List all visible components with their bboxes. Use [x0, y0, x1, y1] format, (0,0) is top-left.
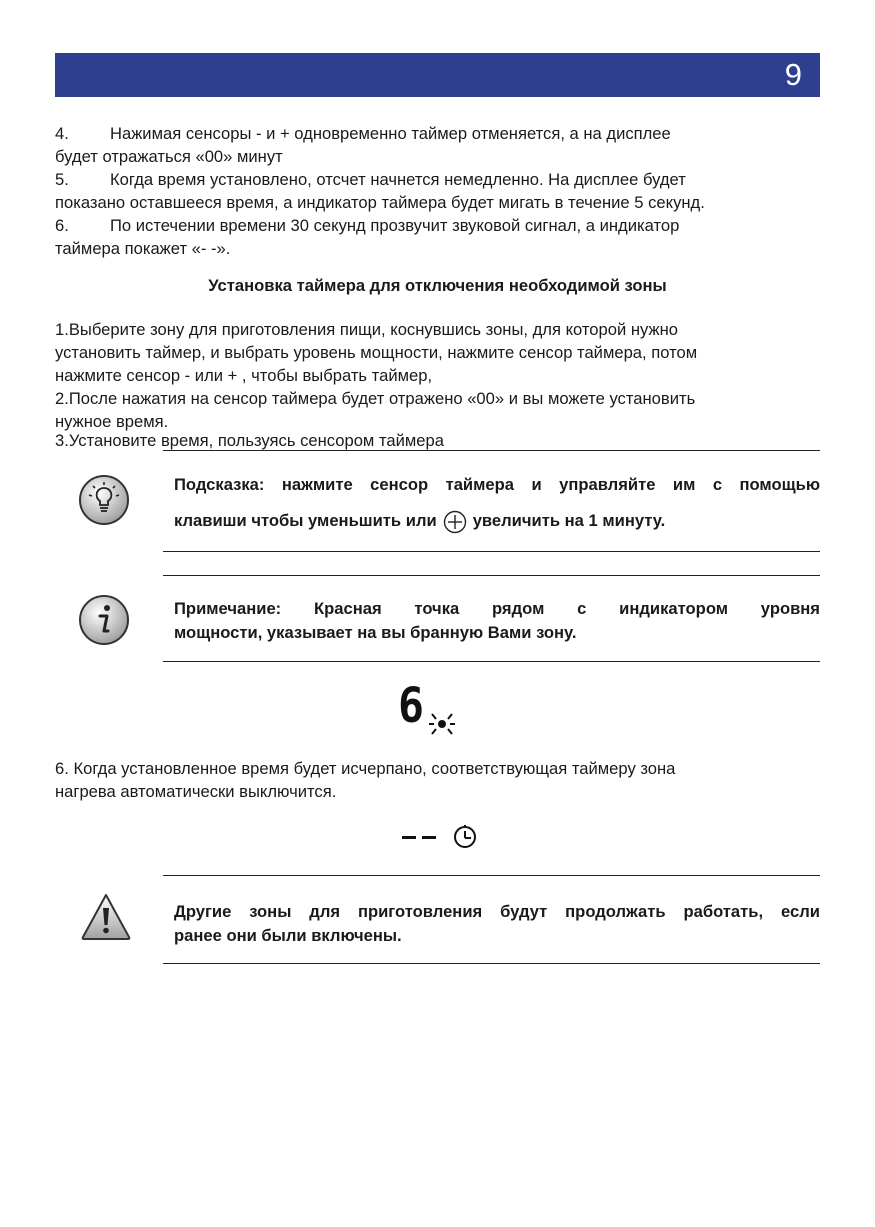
timer-dash: [422, 836, 436, 839]
list-item-6: 6. По истечении времени 30 секунд прозвучит звуковой сигнал, а индикатор: [55, 216, 680, 235]
step-line-6: 3.Установите время, пользуясь сенсором таймера: [55, 431, 444, 450]
divider: [163, 575, 820, 576]
page-number: 9: [784, 57, 802, 92]
timer-dash: [402, 836, 416, 839]
step-line-3: нажмите сенсор - или + , чтобы выбрать таймер,: [55, 366, 433, 385]
divider: [163, 661, 820, 662]
power-level-display: [398, 678, 464, 748]
warning-icon: [80, 892, 132, 942]
lightbulb-icon: [78, 474, 130, 526]
info-icon: [78, 594, 130, 646]
list-item-4-cont: будет отражаться «00» минут: [55, 147, 283, 166]
page-header-bar: [55, 53, 820, 97]
divider: [163, 551, 820, 552]
divider: [163, 875, 820, 876]
blinking-dot-icon: [424, 708, 464, 742]
list-item-4: 4. Нажимая сенсоры - и + одновременно таймер отменяется, а на дисплее: [55, 124, 671, 143]
remark-line-2: мощности, указывает на вы бранную Вами зону.: [174, 623, 577, 642]
list-item-5: 5. Когда время установлено, отсчет начнется немедленно. На дисплее будет: [55, 170, 686, 189]
step-line-1: 1.Выберите зону для приготовления пищи, коснувшись зоны, для которой нужно: [55, 320, 678, 339]
step6-line-1: 6. Когда установленное время будет исчерпано, соответствующая таймеру зона: [55, 759, 676, 778]
warning-line-1: Другие зоны для приготовления будут продолжать работать, если: [174, 902, 820, 921]
plus-circle-icon: [443, 510, 467, 534]
divider: [163, 963, 820, 964]
hint-line-1: Подсказка: нажмите сенсор таймера и управляйте им с помощью: [174, 475, 820, 494]
warning-line-2: ранее они были включены.: [174, 926, 402, 945]
step6-line-2: нагрева автоматически выключится.: [55, 782, 337, 801]
list-item-6-cont: таймера покажет «- -».: [55, 239, 231, 258]
list-item-5-cont: показано оставшееся время, а индикатор таймера будет мигать в течение 5 секунд.: [55, 193, 705, 212]
step-line-4: 2.После нажатия на сенсор таймера будет отражено «00» и вы можете установить: [55, 389, 696, 408]
step-line-2: установить таймер, и выбрать уровень мощности, нажмите сенсор таймера, потом: [55, 343, 698, 362]
timer-icon: [452, 824, 478, 850]
section-title: Установка таймера для отключения необходимой зоны: [208, 276, 667, 295]
remark-line-1: Примечание: Красная точка рядом с индикатором уровня: [174, 599, 820, 618]
divider: [163, 450, 820, 451]
hint-line-2: клавиши чтобы уменьшить или увеличить на 1 минуту.: [174, 509, 820, 534]
power-level-digit: 6: [398, 678, 425, 734]
step-line-5: нужное время.: [55, 412, 169, 431]
